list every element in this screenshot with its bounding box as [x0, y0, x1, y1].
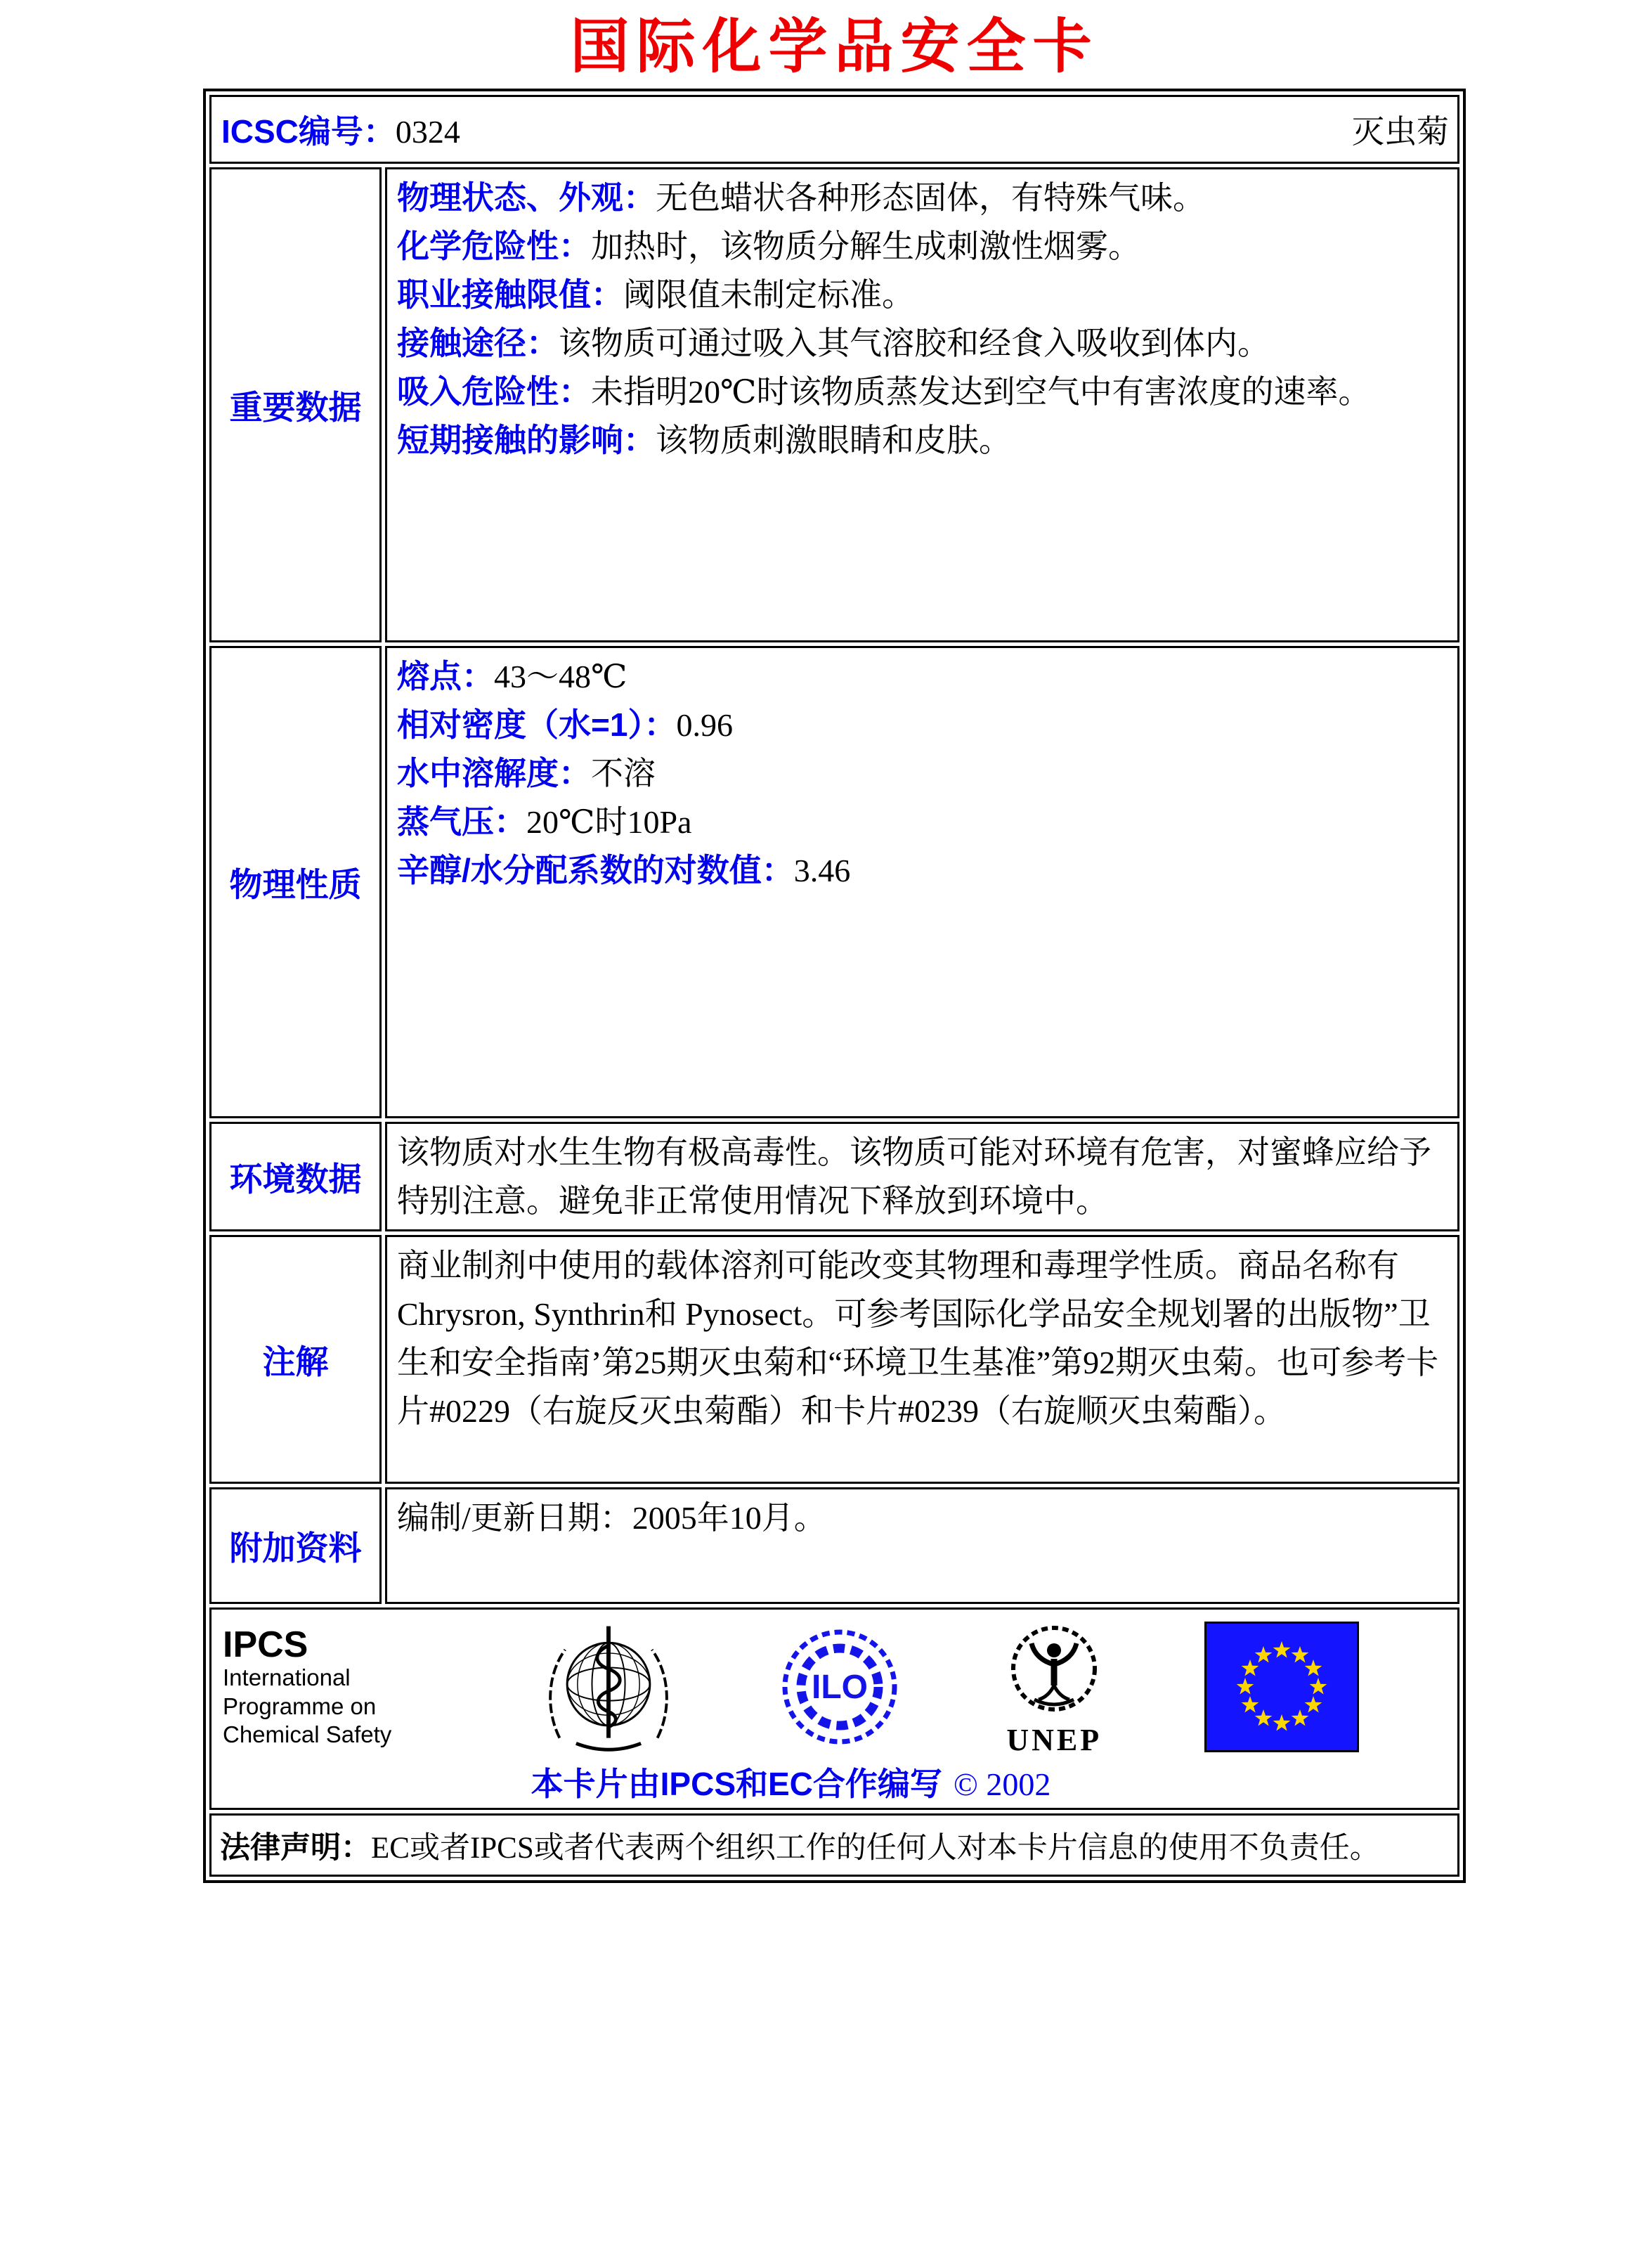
ipcs-line: Chemical Safety [223, 1721, 392, 1747]
additional-info-content [385, 1487, 1459, 1604]
field-label: 职业接触限值： [397, 276, 623, 313]
chemical-name: 灭虫菊 [1352, 114, 1449, 150]
legal-text: EC或者IPCS或者代表两个组织工作的任何人对本卡片信息的使用不负责任。 [371, 1831, 1380, 1865]
caption-copyright: © 2002 [953, 1766, 1051, 1803]
environmental-data-label: 环境数据 [209, 1122, 382, 1231]
header-cell [209, 95, 1459, 164]
page-title: 国际化学品安全卡 [570, 13, 1099, 79]
header-row [209, 95, 1459, 164]
card-table [203, 89, 1466, 1883]
legal-cell [209, 1813, 1459, 1877]
field-value: 加热时，该物质分解生成刺激性烟雾。 [591, 228, 1140, 265]
ipcs-acronym: IPCS [223, 1624, 308, 1665]
logos-cell [209, 1607, 1459, 1810]
ipcs-line: International [223, 1664, 351, 1691]
data-item [397, 174, 1448, 222]
section-text: 该物质对水生生物有极高毒性。该物质可能对环境有危害，对蜜蜂应给予特别注意。避免非正常使用情况下释放到环境中。 [397, 1134, 1431, 1219]
field-value: 20℃时10Pa [526, 804, 692, 841]
logos-strip [223, 1618, 1359, 1756]
data-item [397, 368, 1448, 416]
field-value: 阈限值未制定标准。 [623, 277, 914, 313]
environmental-data-row [209, 1122, 1459, 1231]
notes-content [385, 1235, 1459, 1484]
legal-label: 法律声明： [220, 1830, 371, 1865]
data-item [397, 416, 1448, 465]
ipcs-line: Programme on [223, 1693, 377, 1719]
notes-row [209, 1235, 1459, 1484]
section-text: 编制/更新日期：2005年10月。 [397, 1500, 826, 1536]
physical-properties-content [385, 646, 1459, 1118]
eu-flag [1204, 1622, 1359, 1752]
data-item [397, 271, 1448, 319]
unep-logo [998, 1618, 1110, 1756]
data-item [397, 846, 1448, 895]
field-label: 相对密度（水=1）： [397, 706, 677, 744]
who-logo [536, 1621, 681, 1753]
data-item [397, 652, 1448, 701]
field-value: 不溶 [591, 756, 656, 792]
section-text: 商业制剂中使用的载体溶剂可能改变其物理和毒理学性质。商品名称有Chrysron, Synthrin和 Pynosect。可参考国际化学品安全规划署的出版物”卫生和安全指南’第25期灭虫菊和“环境卫生基准”第92期灭虫菊。也可参考卡片#0229（右旋反灭虫菊酯）和卡片#0239（右旋顺灭虫菊酯）。 [397, 1248, 1439, 1430]
field-label: 接触途径： [397, 325, 559, 362]
field-label: 吸入危险性： [397, 373, 591, 410]
field-label: 辛醇/水分配系数的对数值： [397, 852, 794, 889]
data-item [397, 749, 1448, 798]
field-value: 该物质刺激眼睛和皮肤。 [656, 422, 1011, 459]
environmental-data-content [385, 1122, 1459, 1231]
icsc-number-label: ICSC编号： [221, 113, 396, 150]
unep-label: UNEP [1006, 1723, 1103, 1758]
data-item [397, 319, 1448, 368]
field-label: 水中溶解度： [397, 755, 591, 792]
notes-label: 注解 [209, 1235, 382, 1484]
physical-properties-row [209, 646, 1459, 1118]
ipcs-block [223, 1626, 442, 1749]
physical-properties-label: 物理性质 [209, 646, 382, 1118]
caption-text: 本卡片由IPCS和EC合作编写 [531, 1766, 942, 1803]
header-line [212, 97, 1457, 162]
field-value: 无色蜡状各种形态固体，有特殊气味。 [656, 180, 1205, 216]
important-data-row [209, 167, 1459, 642]
ilo-logo [775, 1622, 904, 1752]
field-label: 蒸气压： [397, 803, 526, 841]
icsc-number-value: 0324 [395, 114, 460, 150]
field-label: 熔点： [397, 658, 494, 695]
icsc-number-group [221, 106, 460, 153]
field-label: 化学危险性： [397, 228, 591, 265]
data-item [397, 222, 1448, 271]
field-label: 短期接触的影响： [397, 422, 656, 459]
additional-info-row [209, 1487, 1459, 1604]
field-value: 3.46 [793, 853, 851, 889]
data-item [397, 701, 1448, 749]
important-data-content [385, 167, 1459, 642]
field-value: 未指明20℃时该物质蒸发达到空气中有害浓度的速率。 [591, 374, 1371, 410]
field-value: 0.96 [676, 707, 733, 744]
important-data-label: 重要数据 [209, 167, 382, 642]
legal-row [209, 1813, 1459, 1877]
field-value: 43～48℃ [494, 659, 627, 695]
ilo-letters: ILO [811, 1669, 868, 1707]
legal-line [212, 1816, 1457, 1875]
icsc-card-page [0, 14, 1652, 1883]
field-label: 物理状态、外观： [397, 179, 656, 216]
logos-row [209, 1607, 1459, 1810]
data-item [397, 798, 1448, 846]
cooperation-caption [223, 1759, 1359, 1805]
field-value: 该物质可通过吸入其气溶胶和经食入吸收到体内。 [559, 325, 1270, 362]
additional-info-label: 附加资料 [209, 1487, 382, 1604]
